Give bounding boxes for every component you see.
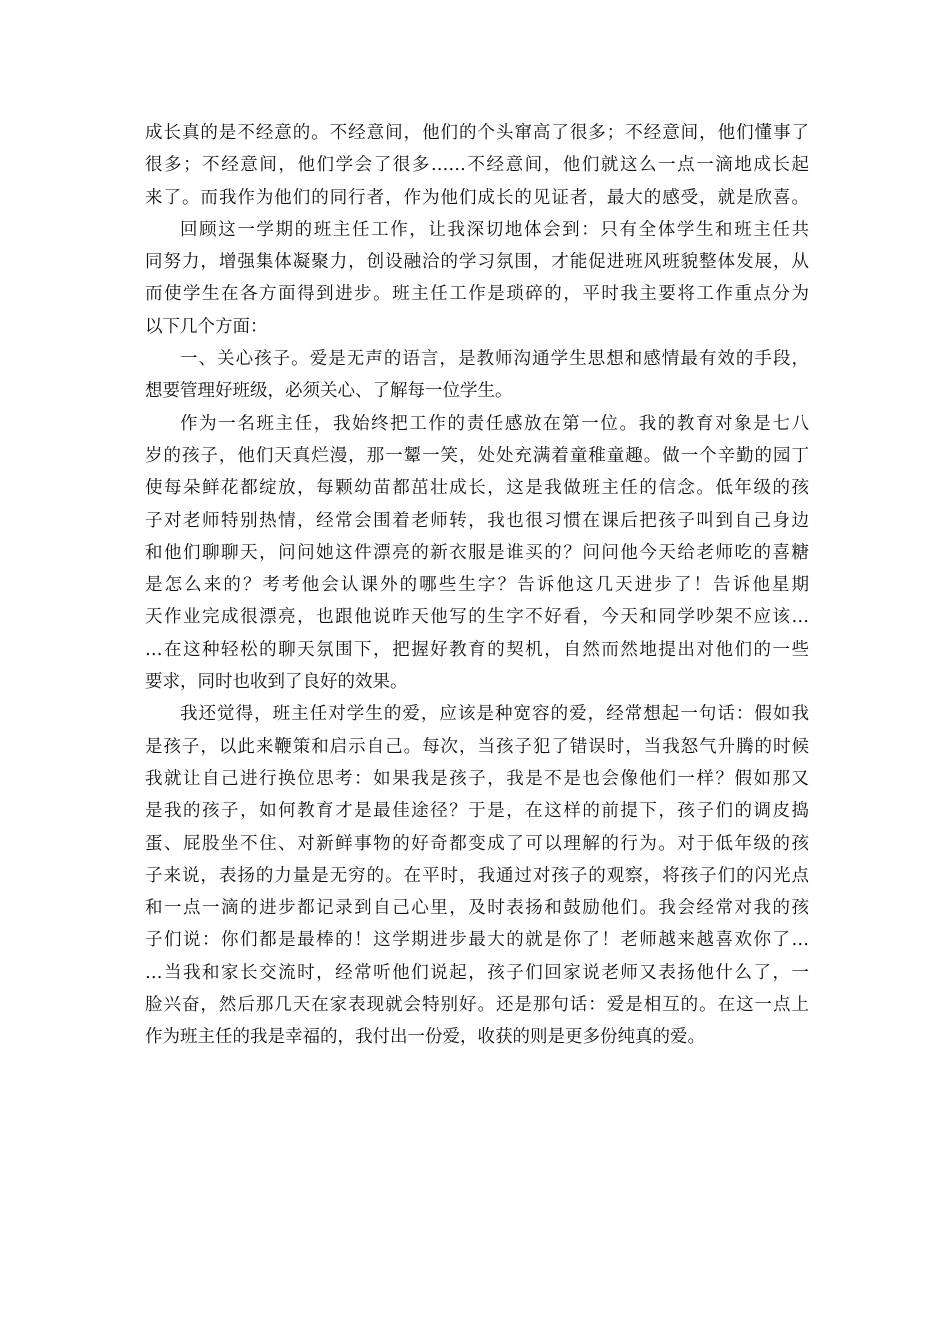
text-line: 和一点一滴的进步都记录到自己心里，及时表扬和鼓励他们。我会经常对我的孩	[145, 898, 809, 919]
text-line: 很多；不经意间，他们学会了很多……不经意间，他们就这么一点一滴地成长起	[145, 155, 809, 176]
text-line: 子对老师特别热情，经常会围着老师转，我也很习惯在课后把孩子叫到自己身边	[145, 510, 809, 531]
text-line: 想要管理好班级，必须关心、了解每一位学生。	[145, 381, 513, 402]
text-line: …当我和家长交流时，经常听他们说起，孩子们回家说老师又表扬他什么了，一	[145, 962, 809, 983]
text-line: 子们说：你们都是最棒的！这学期进步最大的就是你了！老师越来越喜欢你了…	[145, 930, 809, 951]
text-line: 岁的孩子，他们天真烂漫，那一颦一笑，处处充满着童稚童趣。做一个辛勤的园丁	[145, 445, 809, 466]
text-line: 作为班主任的我是幸福的，我付出一份爱，收获的则是更多份纯真的爱。	[145, 1027, 705, 1048]
document-body	[145, 117, 809, 1054]
text-line: 是孩子，以此来鞭策和启示自己。每次，当孩子犯了错误时，当我怒气升腾的时候	[145, 736, 809, 757]
text-line: 要求，同时也收到了良好的效果。	[145, 672, 408, 693]
text-line: 是我的孩子，如何教育才是最佳途径？于是，在这样的前提下，孩子们的调皮捣	[145, 801, 809, 822]
text-line: 和他们聊聊天，问问她这件漂亮的新衣服是谁买的？问问他今天给老师吃的喜糖	[145, 542, 809, 563]
text-line: 一、关心孩子。爱是无声的语言，是教师沟通学生思想和感情最有效的手段，	[180, 349, 809, 370]
text-line: 脸兴奋，然后那几天在家表现就会特别好。还是那句话：爱是相互的。在这一点上	[145, 995, 809, 1016]
text-line: 同努力，增强集体凝聚力，创设融洽的学习氛围，才能促进班风班貌整体发展，从	[145, 252, 809, 273]
text-line: …在这种轻松的聊天氛围下，把握好教育的契机，自然而然地提出对他们的一些	[145, 639, 809, 660]
text-line: 子来说，表扬的力量是无穷的。在平时，我通过对孩子的观察，将孩子们的闪光点	[145, 865, 809, 886]
text-line: 来了。而我作为他们的同行者，作为他们成长的见证者，最大的感受，就是欣喜。	[145, 187, 809, 208]
text-line: 作为一名班主任，我始终把工作的责任感放在第一位。我的教育对象是七八	[180, 413, 809, 434]
text-line: 以下几个方面：	[145, 316, 268, 337]
text-line: 使每朵鲜花都绽放，每颗幼苗都茁壮成长，这是我做班主任的信念。低年级的孩	[145, 478, 809, 499]
text-line: 蛋、屁股坐不住、对新鲜事物的好奇都变成了可以理解的行为。对于低年级的孩	[145, 833, 809, 854]
text-line: 是怎么来的？考考他会认课外的哪些生字？告诉他这几天进步了！告诉他星期	[145, 575, 809, 596]
text-line: 回顾这一学期的班主任工作，让我深切地体会到：只有全体学生和班主任共	[180, 219, 809, 240]
text-line: 天作业完成很漂亮，也跟他说昨天他写的生字不好看，今天和同学吵架不应该…	[145, 607, 809, 628]
text-line: 而使学生在各方面得到进步。班主任工作是琐碎的，平时我主要将工作重点分为	[145, 284, 809, 305]
text-line: 我还觉得，班主任对学生的爱，应该是种宽容的爱，经常想起一句话：假如我	[180, 704, 809, 725]
text-line: 成长真的是不经意的。不经意间，他们的个头窜高了很多；不经意间，他们懂事了	[145, 123, 809, 143]
text-line: 我就让自己进行换位思考：如果我是孩子，我是不是也会像他们一样？假如那又	[145, 768, 809, 789]
